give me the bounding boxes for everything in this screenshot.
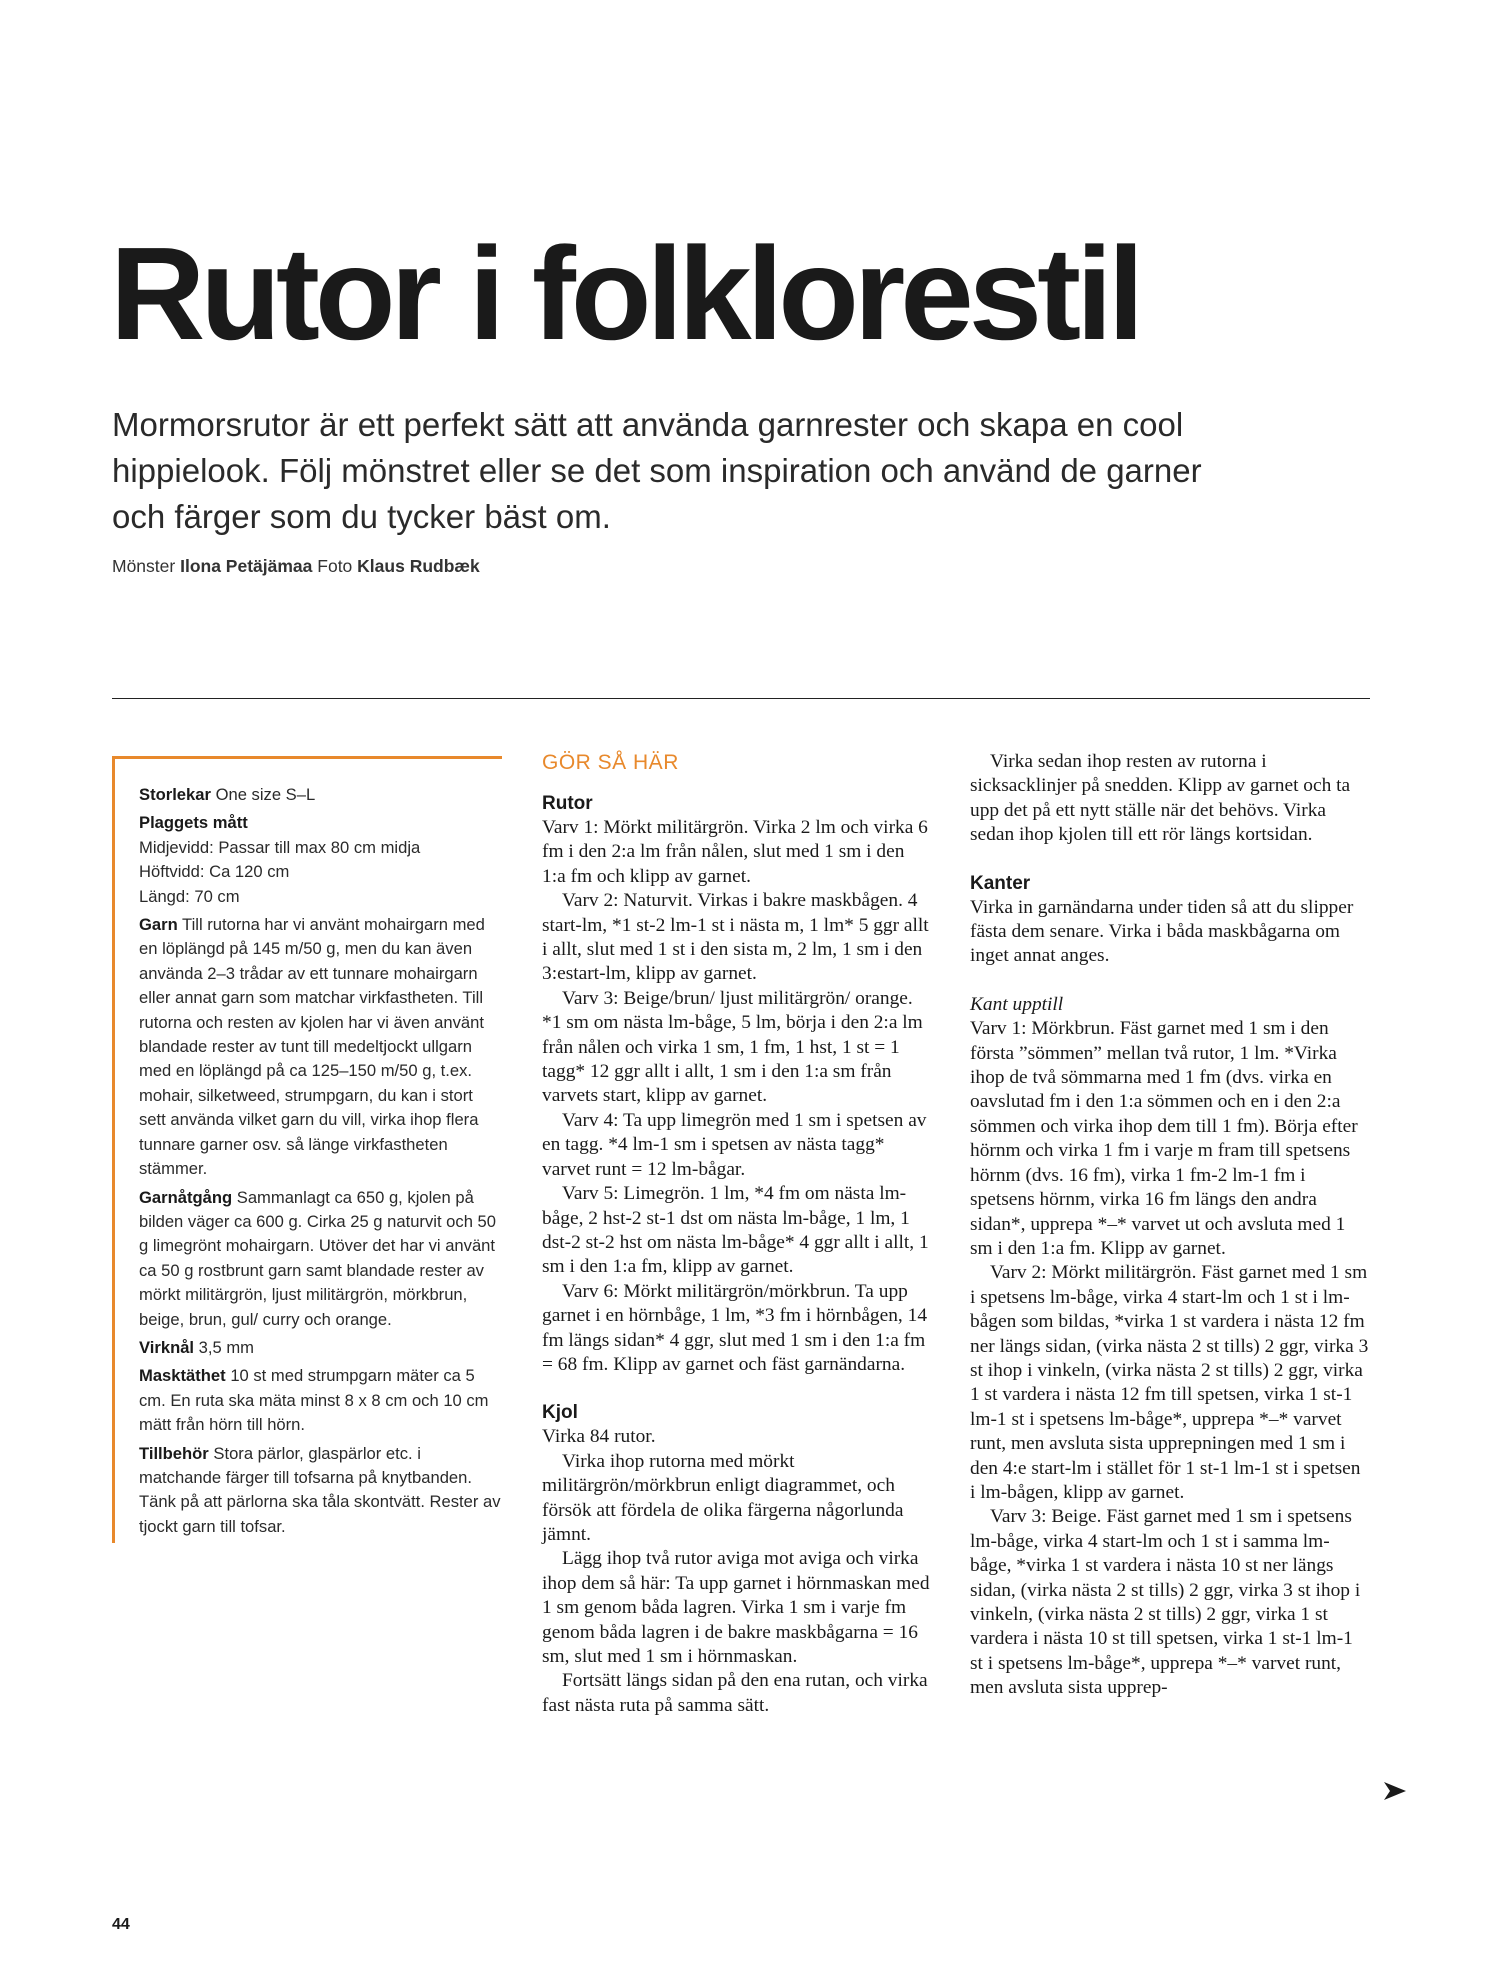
kanter-intro: Virka in garnändarna under tiden så att du slipper fästa dem senare. Virka i båda maskbågarna om inget annat anges. [970,896,1354,967]
hook-text: 3,5 mm [198,1337,254,1357]
hook-info [139,1336,502,1360]
instructions-column-1 [542,750,932,1718]
measurements-label: Plaggets mått [139,813,248,833]
page-title: Rutor i folklorestil [110,220,1140,367]
spacer [542,1377,932,1401]
accessories-text: Stora pärlor, glaspärlor etc. i matchande färger till tofsarna på knytbanden. Tänk på att pärlorna ska tåla skontvätt. Rester av tjockt garn till tofsar. [139,1443,501,1536]
rutor-paragraph: Varv 4: Ta upp limegrön med 1 sm i spetsen av en tagg. *4 lm-1 sm i spetsen av nästa tagg* varvet runt = 12 lm-bågar. [542,1109,927,1180]
hook-label: Virknål [139,1337,195,1357]
spacer [970,969,1370,993]
kjol-paragraph: Lägg ihop två rutor aviga mot aviga och virka ihop dem så här: Ta upp garnet i hörnmaskan med 1 sm genom båda lagren. Virka 1 sm i varje fm genom båda lagren i de bakre maskbågarna = 16 sm, slut med 1 sm i hörnmaskan. [542,1548,930,1667]
yarn-label: Garn [139,915,178,935]
rutor-heading: Rutor [542,793,593,814]
arrow-right-icon [1384,1782,1406,1800]
spacer [970,848,1370,872]
photo-author: Klaus Rudbæk [357,556,480,576]
size-label: Storlekar [139,785,211,804]
rutor-paragraph: Varv 1: Mörkt militärgrön. Virka 2 lm och virka 6 fm i den 2:a lm från nålen, slut med 1 sm i den 1:a fm och klipp av garnet. [542,817,928,887]
pattern-label: Mönster [112,556,176,576]
page-number: 44 [112,1916,130,1933]
kanter-paragraph: Varv 1: Mörkbrun. Fäst garnet med 1 sm i den första ”sömmen” mellan två rutor, 1 lm. *Virka ihop de två sömmarna med 1 fm (dvs. virka en oavslutad fm i den 1:a sömmen och en i den 2:a sömmen och virka ihop dem till 1 fm). Börja efter hörnm och virka 1 fm i varje m fram till spetsens hörnm (dvs. 16 fm), virka 1 fm-2 lm-1 fm i spetsens hörnm, virka 16 fm längs den andra sidan*, upprepa *–* varvet ut och avsluta med 1 sm i den 1:a fm. Klipp av garnet. [970,1018,1358,1259]
accessories-info [139,1442,502,1540]
instructions-column-2 [970,750,1370,1701]
rutor-paragraph: Varv 3: Beige/brun/ ljust militärgrön/ orange. *1 sm om nästa lm-båge, 5 lm, börja i den 2:a lm från nålen och virka 1 sm, 1 fm, 1 hst, 1 st = 1 tagg* 12 ggr allt i allt, 1 sm i den 1:a sm från varvets start, klipp av garnet. [542,987,923,1107]
yarn-usage-info [139,1186,502,1332]
yarn-usage-text: Sammanlagt ca 650 g, kjolen på bilden väger ca 600 g. Cirka 25 g naturvit och 50 g limegrönt mohairgarn. Utöver det har vi använt ca 50 g rostbrunt garn samt blandade rester av mörkt militärgrön, ljust militärgrön, mörkbrun, beige, brun, gul/ curry och orange. [139,1187,496,1329]
photo-label: Foto [317,556,353,576]
measurements-info [139,811,502,909]
gauge-label: Masktäthet [139,1366,226,1386]
yarn-text: Till rutorna har vi använt mohairgarn med en löplängd på 145 m/50 g, men du kan även använda 2–3 trådar av ett tunnare mohairgarn eller annat garn som matchar virkfastheten. Till rutorna och resten av kjolen har vi även använt blandade rester av tunt till medeltjockt ullgarn med en löplängd på ca 125–150 m/50 g, t.ex. mohair, silketweed, strumpgarn, du kan i stort sett använda vilket garn du vill, virka ihop flera tunnare garner osv. så länge virkfastheten stämmer. [139,915,485,1179]
measurement-waist: Midjevidd: Passar till max 80 cm midja [139,837,421,857]
yarn-usage-label: Garnåtgång [139,1187,233,1207]
yarn-info [139,913,502,1181]
rutor-paragraph: Varv 5: Limegrön. 1 lm, *4 fm om nästa lm-båge, 2 hst-2 st-1 dst om nästa lm-båge, 1 lm, 1 dst-2 st-2 hst om nästa lm-båge* 4 ggr allt i allt, 1 sm i den 1:a fm, klipp av garnet. [542,1183,929,1278]
measurement-hip: Höftvidd: Ca 120 cm [139,862,290,882]
divider-rule [112,698,1370,699]
size-info [139,783,502,807]
rutor-paragraph: Varv 6: Mörkt militärgrön/mörkbrun. Ta upp garnet i en hörnbåge, 1 lm, *3 fm i hörnbågen, 14 fm längs sidan* 4 ggr, slut med 1 sm i den 1:a fm = 68 fm. Klipp av garnet och fäst garnändarna. [542,1280,928,1375]
kanter-heading: Kanter [970,872,1031,894]
pattern-author: Ilona Petäjämaa [180,556,313,576]
kjol-paragraph: Virka sedan ihop resten av rutorna i sicksacklinjer på snedden. Klipp av garnet och ta upp det på ett nytt ställe när det behövs. Virka sedan ihop kjolen till ett rör längs kortsidan. [970,751,1351,846]
kanter-paragraph: Varv 3: Beige. Fäst garnet med 1 sm i spetsens lm-båge, virka 4 start-lm och 1 st i samma lm-båge, *virka 1 st vardera i nästa 10 st ner längs sidan, (virka nästa 2 st tills) 2 ggr, virka 3 st ihop i vinkeln, (virka nästa 2 st tills) 2 ggr, virka 1 st vardera i nästa 10 st till spetsen, virka 1 st-1 lm-1 st i spetsens lm-båge*, upprepa *–* varvet runt, men avsluta sista upprep- [970,1506,1361,1699]
rutor-paragraph: Varv 2: Naturvit. Virkas i bakre maskbågen. 4 start-lm, *1 st-2 lm-1 st i nästa m, 1 lm* 5 ggr allt i allt, slut med 1 st i den sista m, 2 lm, 1 sm i den 3:estart-lm, klipp av garnet. [542,890,929,985]
size-value: One size S–L [215,785,316,804]
kanter-paragraph: Varv 2: Mörkt militärgrön. Fäst garnet med 1 sm i spetsens lm-båge, virka 4 start-lm och 1 st i lm-bågen som bildas, *virka 1 st vardera i nästa 12 fm ner längs sidan, (virka nästa 2 st tills) 2 ggr, virka 3 st ihop i vinkeln, (virka nästa 2 st tills) 2 ggr, virka 1 st vardera i nästa 12 fm till spetsen, virka 1 st-1 lm-1 st i spetsens lm-båge*, upprepa *–* varvet runt, men avsluta sista upprepningen med 1 sm i den 4:e start-lm i stället för 1 st-1 lm-1 st i spetsen i lm-bågen, klipp av garnet. [970,1262,1369,1503]
kjol-paragraph: Virka ihop rutorna med mörkt militärgrön/mörkbrun enligt diagrammet, och försök att fördela de olika färgerna någorlunda jämnt. [542,1450,904,1545]
gauge-info [139,1364,502,1437]
credits [112,556,480,577]
kjol-heading: Kjol [542,1402,578,1424]
kant-upptill-subheading: Kant upptill [970,993,1064,1015]
kjol-paragraph: Virka 84 rutor. [542,1426,656,1448]
section-title: GÖR SÅ HÄR [542,751,679,774]
kjol-paragraph: Fortsätt längs sidan på den ena rutan, och virka fast nästa ruta på samma sätt. [542,1670,928,1716]
materials-sidebar [112,756,502,1543]
intro-text: Mormorsrutor är ett perfekt sätt att använda garnrester och skapa en cool hippielook. Följ mönstret eller se det som inspiration och använd de garner och färger som du tycker bäst om. [112,406,1202,535]
gauge-text: 10 st med strumpgarn mäter ca 5 cm. En ruta ska mäta minst 8 x 8 cm och 10 cm mätt från hörn till hörn. [139,1366,489,1435]
accessories-label: Tillbehör [139,1443,209,1463]
measurement-length: Längd: 70 cm [139,886,240,906]
